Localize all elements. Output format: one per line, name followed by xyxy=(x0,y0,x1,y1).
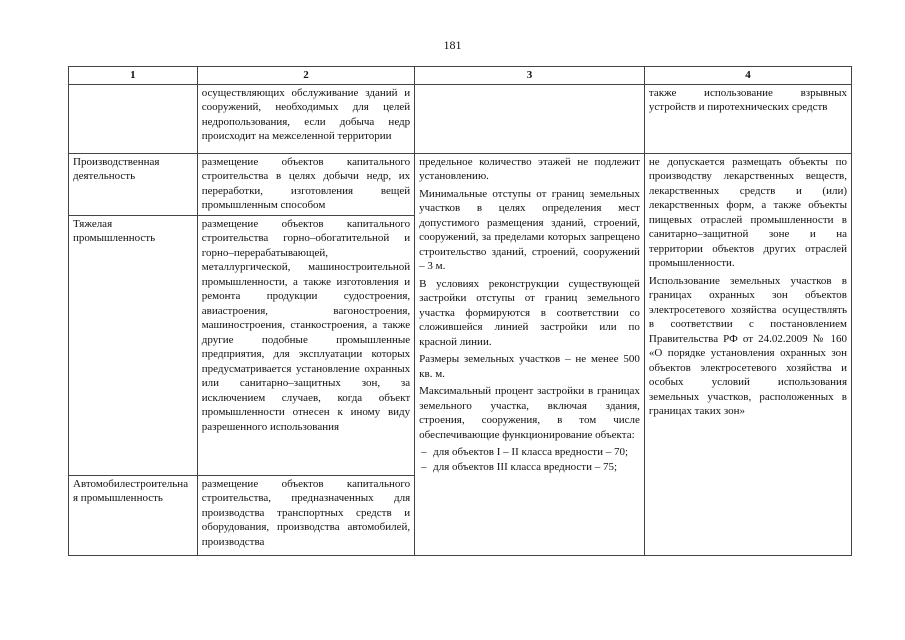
table-header-row xyxy=(69,67,852,85)
page-number: 181 xyxy=(443,38,462,52)
parameters-cell-empty xyxy=(415,84,645,153)
parameter-setbacks: Минимальные отступы от границ земельных участков в целях определения мест допустимого размещения зданий, строений, сооружений, за пределами которых запрещено строительство зданий, строений, сооружений – 3 м. xyxy=(419,187,640,272)
table-row xyxy=(69,153,852,215)
restriction-protection-zones: Использование земельных участков в границах охранных зон объектов электросетевого хозяйства осуществлять в соответствии с постановлением Правительства РФ от 24.02.2009 № 160 «О порядке установления охранных зон объектов электросетевого хозяйства и особых условий использования земельных участков, расположенных в границах таких зон» xyxy=(648,274,847,417)
row-description-cell: осуществляющих обслуживание зданий и сооружений, необходимых для целей недропользования, если добыча недр происходит на межселенной территории xyxy=(197,84,414,153)
coverage-list-item: – для объектов III класса вредности – 75; xyxy=(419,460,640,475)
restrictions-cell-continued: также использование взрывных устройств и пиротехнических средств xyxy=(644,84,851,153)
column-header-2: 2 xyxy=(197,67,414,85)
regulations-table xyxy=(68,66,852,556)
parameter-reconstruction: В условиях реконструкции существующей застройки отступы от границ земельного участка формируются в соответствии со сложившейся линией застройки или по красной линии. xyxy=(419,277,640,348)
coverage-list-item: – для объектов I – II класса вредности – 70; xyxy=(419,445,640,460)
row-description-cell: размещение объектов капитального строительства в целях добычи недр, их переработки, изготовления вещей промышленным способом xyxy=(197,153,414,215)
restrictions-cell xyxy=(644,153,851,555)
row-type-cell: Автомобилестроительная промышленность xyxy=(69,475,198,555)
parameter-coverage: Максимальный процент застройки в границах земельного участка, включая здания, строения, сооружения, в том числе обеспечивающие функционирование объекта: xyxy=(419,385,640,441)
column-header-4: 4 xyxy=(644,67,851,85)
parameter-floors: предельное количество этажей не подлежит установлению. xyxy=(419,155,640,182)
row-type-cell: Производственная деятельность xyxy=(69,153,198,215)
row-type-cell xyxy=(69,84,198,153)
row-description-cell: размещение объектов капитального строительства, предназначенных для производства транспортных средств и оборудования, производства автомобилей, производства xyxy=(197,475,414,555)
row-description-cell: размещение объектов капитального строительства горно–обогатительной и горно–перерабатывающей, металлургической, машиностроительной промышленности, а также изготовления и ремонта продукции судостроения, авиастроения, вагоностроения, машиностроения, станкостроения, а также другие подобные промышленные предприятия, для эксплуатации которых предусматривается установление охранных или санитарно–защитных зон, за исключением случаев, когда объект промышленности отнесен к иному виду разрешенного использования xyxy=(197,215,414,475)
parameters-cell xyxy=(415,153,645,555)
table-row xyxy=(69,84,852,153)
restriction-placement: не допускается размещать объекты по производству лекарственных веществ, лекарственных средств и (или) лекарственных форм, а также объекты пищевых отраслей промышленности в санитарно–защитной зоне и на территории объектов других отраслей промышленности. xyxy=(648,155,847,269)
column-header-1: 1 xyxy=(69,67,198,85)
column-header-3: 3 xyxy=(415,67,645,85)
row-type-cell: Тяжелая промышленность xyxy=(69,215,198,475)
parameter-plot-size: Размеры земельных участков – не менее 500 кв. м. xyxy=(419,353,640,380)
